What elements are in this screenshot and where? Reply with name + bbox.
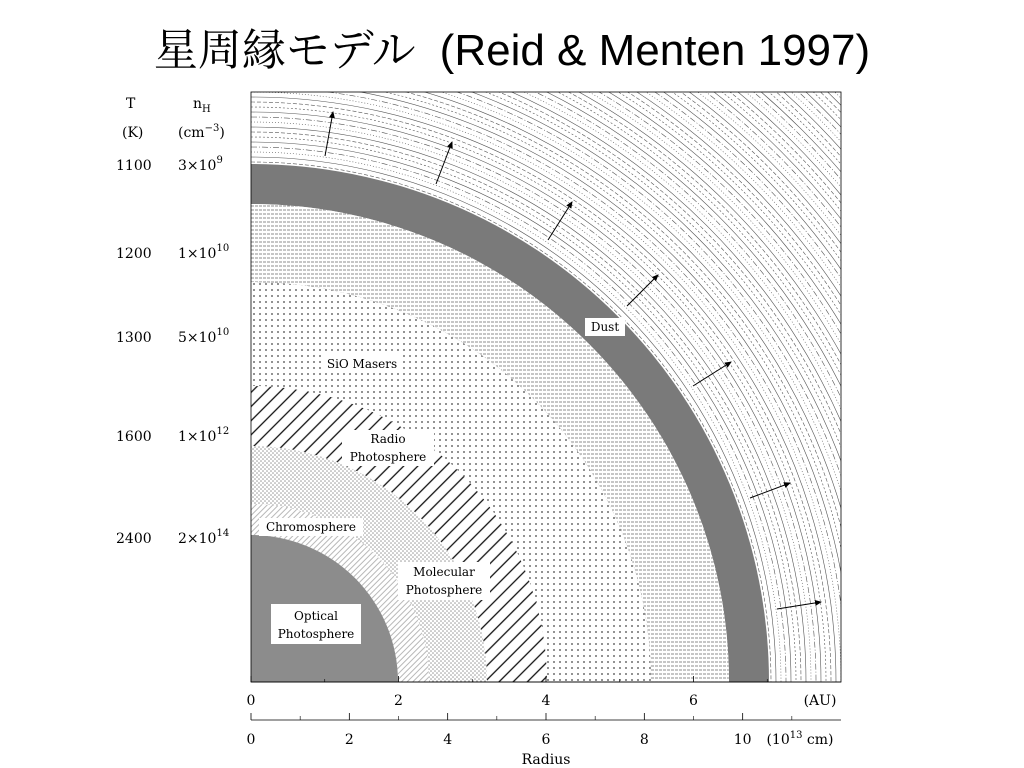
table-row-T: 1200 — [116, 246, 152, 262]
label-sio-masers: SiO Masers — [326, 357, 398, 371]
col-T-header: T — [126, 96, 136, 112]
col-T-unit: (K) — [122, 125, 144, 141]
col-nH-header: $n_H$ — [193, 96, 211, 115]
au-tick-label: 2 — [394, 693, 403, 709]
axis-label-radius: Radius — [521, 752, 571, 768]
table-row-nH: $5\times 10^{10}$ — [178, 327, 230, 346]
au-tick-label: 0 — [246, 693, 256, 709]
table-row-nH: $2\times 10^{14}$ — [178, 528, 230, 547]
label-molecular-1: Molecular — [413, 565, 475, 579]
table-row-T: 1300 — [116, 330, 152, 346]
cm-tick-label: 6 — [541, 732, 551, 748]
col-nH-unit: $(cm^{-3})$ — [178, 123, 225, 141]
cm-tick-label: 10 — [733, 732, 752, 748]
label-radio-1: Radio — [370, 432, 406, 446]
table-row-T: 1600 — [116, 429, 152, 445]
label-optical-2: Photosphere — [277, 627, 355, 641]
cm-tick-label: 4 — [443, 732, 453, 748]
radial-structure-plot — [251, 0, 1024, 682]
cm-tick-label: 2 — [344, 732, 354, 748]
cm-unit: ($10^{13}$ cm) — [766, 730, 834, 748]
parameter-table — [116, 96, 229, 547]
label-optical-1: Optical — [294, 609, 338, 623]
title-reference: (Reid & Menten 1997) — [439, 26, 871, 75]
cm-tick-label: 8 — [639, 732, 649, 748]
label-radio-2: Photosphere — [349, 450, 427, 464]
table-row-nH: $1\times 10^{12}$ — [178, 426, 230, 445]
label-dust: Dust — [590, 320, 620, 334]
table-row-T: 2400 — [116, 531, 152, 547]
table-row-nH: $3\times 10^9$ — [178, 155, 223, 174]
cm-tick-label: 0 — [246, 732, 256, 748]
au-unit: (AU) — [803, 693, 837, 709]
au-tick-label: 6 — [689, 693, 698, 709]
title-main: 星周縁モデル — [153, 25, 416, 76]
table-row-T: 1100 — [116, 158, 152, 174]
label-molecular-2: Photosphere — [405, 583, 483, 597]
au-tick-label: 4 — [541, 693, 551, 709]
label-chromosphere: Chromosphere — [266, 520, 356, 534]
cm-axis — [247, 713, 841, 768]
table-row-nH: $1\times 10^{10}$ — [178, 243, 230, 262]
